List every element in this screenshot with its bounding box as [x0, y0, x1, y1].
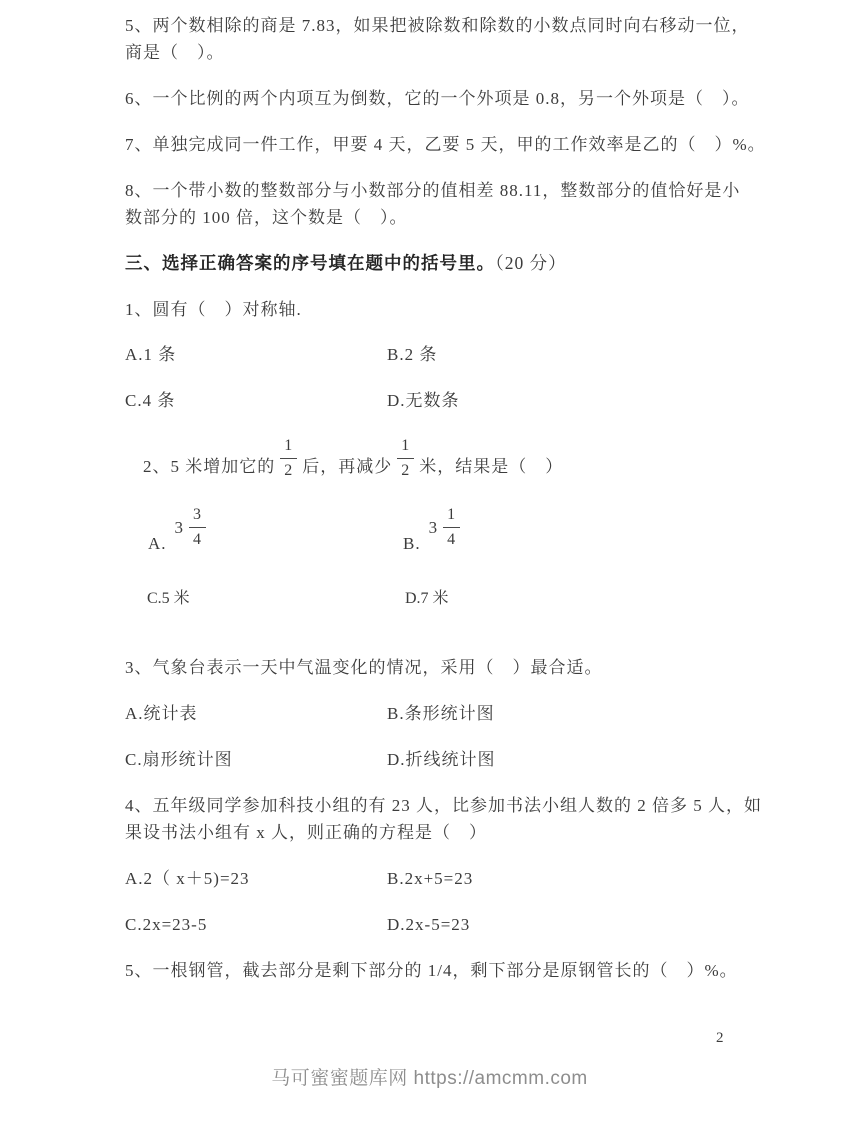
- fraction-numerator: 3: [193, 506, 203, 523]
- choice-question-3-stem: 3、气象台表示一天中气温变化的情况，采用（ ）最合适。: [125, 658, 603, 677]
- section-heading: [125, 250, 735, 277]
- fill-question-8-line-1: 8、一个带小数的整数部分与小数部分的值相差 88.11，整数部分的值恰好是小: [125, 181, 741, 200]
- fraction-numerator: 1: [401, 437, 411, 454]
- footer-site-text: 马可蜜蜜题库网 https://amcmm.com: [271, 1068, 588, 1089]
- fill-question-7: 7、单独完成同一件工作，甲要 4 天，乙要 5 天，甲的工作效率是乙的（ ）%。: [125, 135, 766, 154]
- option-b: B.条形统计图: [387, 704, 495, 723]
- fraction-denominator: 4: [443, 527, 460, 549]
- choice-question-1-options-ab: [125, 341, 735, 368]
- fraction: [443, 507, 460, 549]
- section-score: （20 分）: [495, 253, 567, 273]
- choice-question-4-line-2: 果设书法小组有 x 人，则正确的方程是（ ）: [125, 823, 487, 842]
- whole-number: 3: [428, 518, 439, 537]
- fill-question-6: 6、一个比例的两个内项互为倒数，它的一个外项是 0.8，另一个外项是（ ）。: [125, 89, 750, 108]
- option-b-label: B.: [403, 534, 421, 553]
- option-b: B.2 条: [387, 345, 438, 364]
- option-a: [148, 506, 403, 555]
- choice-question-4-options-ab: [125, 865, 735, 892]
- mixed-number: [175, 507, 212, 549]
- choice-question-2-options-ab: [125, 506, 735, 555]
- fraction-numerator: 1: [447, 506, 457, 523]
- mixed-number: [429, 507, 466, 549]
- section-heading-text: 三、选择正确答案的序号填在题中的括号里。: [125, 253, 495, 273]
- option-d: D.2x-5=23: [387, 915, 471, 934]
- option-a-label: A.: [148, 534, 167, 553]
- q2-stem-mid: 后，再减少: [302, 457, 393, 476]
- choice-question-1-options-cd: [125, 387, 735, 414]
- option-d: D.7 米: [405, 590, 449, 607]
- fraction-denominator: 2: [280, 458, 297, 480]
- fraction-denominator: 2: [397, 458, 414, 480]
- q2-fraction-2: [397, 438, 414, 480]
- option-c: C.4 条: [125, 391, 176, 410]
- option-d: D.无数条: [387, 391, 460, 410]
- option-a: A.统计表: [125, 704, 198, 723]
- fill-question-8-line-2: 数部分的 100 倍，这个数是（ ）。: [125, 208, 408, 227]
- option-b: B.2x+5=23: [387, 869, 474, 888]
- choice-question-3-options-cd: [125, 746, 735, 773]
- option-c: C.5 米: [147, 590, 190, 607]
- choice-question-1-stem: 1、圆有（ ）对称轴.: [125, 300, 302, 319]
- option-b: [403, 506, 735, 555]
- q2-fraction-1: [280, 438, 297, 480]
- fraction: [189, 507, 206, 549]
- option-c: C.2x=23-5: [125, 915, 208, 934]
- option-d: D.折线统计图: [387, 750, 496, 769]
- page-number: 2: [716, 1030, 724, 1046]
- choice-question-4-options-cd: [125, 911, 735, 938]
- option-a: A.2（ x＋5)=23: [125, 869, 250, 888]
- fraction-denominator: 4: [189, 527, 206, 549]
- q2-stem-prefix: 2、5 米增加它的: [143, 457, 276, 476]
- fill-question-5-line-2: 商是（ ）。: [125, 43, 225, 62]
- fill-question-5-line-1: 5、两个数相除的商是 7.83，如果把被除数和除数的小数点同时向右移动一位，: [125, 16, 750, 35]
- choice-question-4-line-1: 4、五年级同学参加科技小组的有 23 人，比参加书法小组人数的 2 倍多 5 人，如: [125, 796, 762, 815]
- choice-question-5-stem: 5、一根钢管，截去部分是剩下部分的 1/4，剩下部分是原钢管长的（ ）%。: [125, 961, 738, 980]
- choice-question-3-options-ab: [125, 700, 735, 727]
- q2-stem-suffix: 米，结果是（ ）: [419, 457, 564, 476]
- choice-question-2-options-cd: [125, 585, 735, 608]
- choice-question-2-stem: [125, 422, 735, 480]
- option-c: C.扇形统计图: [125, 750, 233, 769]
- fraction-numerator: 1: [284, 437, 294, 454]
- whole-number: 3: [174, 518, 185, 537]
- option-a: A.1 条: [125, 345, 177, 364]
